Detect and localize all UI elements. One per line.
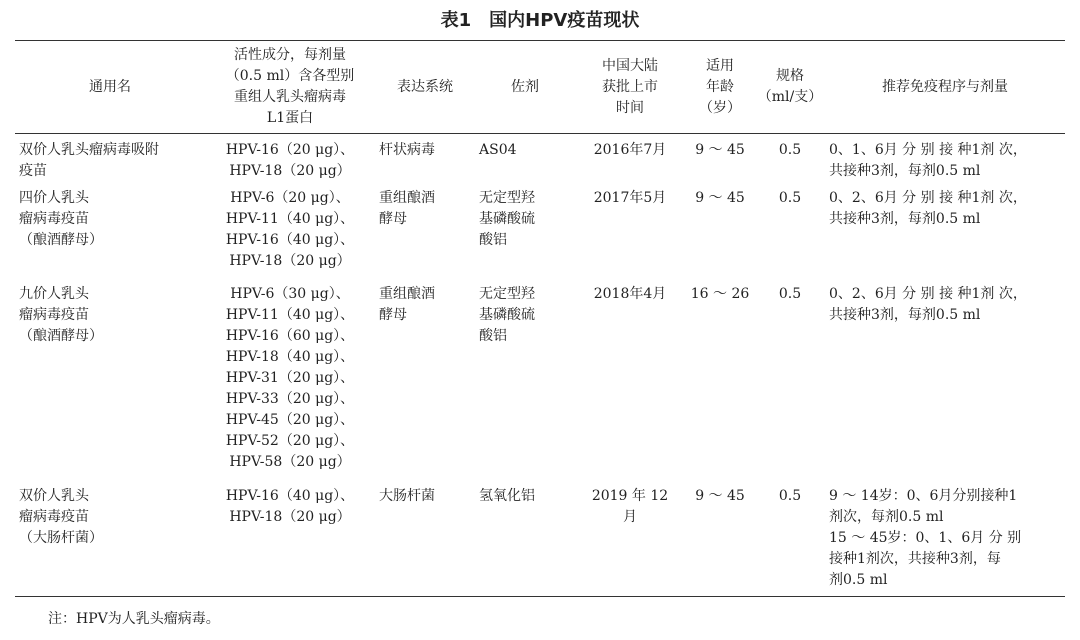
table-title: 表1 国内HPV疫苗现状	[440, 10, 640, 31]
cell-approval: 2019 年 12 月	[591, 488, 669, 525]
cell-adjuvant: 氢氧化铝	[479, 488, 535, 504]
cell-age: 9 ～ 45	[695, 142, 745, 158]
header-expression: 表达系统	[397, 78, 453, 95]
header-adjuvant: 佐剂	[511, 78, 539, 95]
table-row	[15, 182, 1065, 278]
cell-schedule: 0、2、6月 分 别 接 种1剂 次， 共接种3剂，每剂0.5 ml	[829, 190, 1027, 227]
cell-approval: 2016年7月	[593, 142, 667, 158]
cell-expression: 重组酿酒 酵母	[379, 190, 435, 227]
cell-name: 双价人乳头 瘤病毒疫苗 （大肠杆菌）	[19, 488, 103, 546]
cell-expression: 杆状病毒	[379, 142, 435, 158]
cell-approval: 2017年5月	[593, 190, 667, 206]
table-footnote: 注：HPV为人乳头瘤病毒。	[48, 611, 220, 627]
header-schedule: 推荐免疫程序与剂量	[882, 78, 1008, 95]
cell-schedule: 0、2、6月 分 别 接 种1剂 次， 共接种3剂，每剂0.5 ml	[829, 286, 1027, 323]
table-row	[15, 134, 1065, 183]
cell-ingredient: HPV-16（20 μg）、 HPV-18（20 μg）	[225, 142, 355, 179]
cell-age: 16 ～ 26	[690, 286, 750, 302]
cell-spec: 0.5	[778, 142, 802, 158]
cell-ingredient: HPV-6（20 μg）、 HPV-11（40 μg）、 HPV-16（40 μg）、 HPV-18（20 μg）	[225, 190, 355, 269]
cell-name: 双价人乳头瘤病毒吸附 疫苗	[19, 142, 159, 179]
header-ingredient: 活性成分，每剂量 （0.5 ml）含各型别 重组人乳头瘤病毒 L1蛋白	[225, 47, 355, 126]
cell-adjuvant: 无定型羟 基磷酸硫 酸铝	[479, 190, 535, 248]
cell-name: 四价人乳头 瘤病毒疫苗 （酿酒酵母）	[19, 190, 103, 248]
cell-adjuvant: 无定型羟 基磷酸硫 酸铝	[479, 286, 535, 344]
table-header-row	[15, 41, 1065, 134]
header-name: 通用名	[89, 78, 131, 95]
cell-approval: 2018年4月	[593, 286, 667, 302]
cell-ingredient: HPV-16（40 μg）、 HPV-18（20 μg）	[225, 488, 355, 525]
cell-adjuvant: AS04	[479, 142, 517, 158]
cell-age: 9 ～ 45	[695, 190, 745, 206]
header-spec: 规格 （ml/支）	[757, 68, 823, 105]
cell-age: 9 ～ 45	[695, 488, 745, 504]
hpv-vaccine-table	[15, 40, 1065, 597]
cell-name: 九价人乳头 瘤病毒疫苗 （酿酒酵母）	[19, 286, 103, 344]
table-row	[15, 278, 1065, 480]
cell-expression: 大肠杆菌	[379, 488, 435, 504]
header-approval: 中国大陆 获批上市 时间	[602, 57, 658, 116]
table-row	[15, 480, 1065, 597]
cell-spec: 0.5	[778, 488, 802, 504]
cell-expression: 重组酿酒 酵母	[379, 286, 435, 323]
cell-schedule: 9 ～ 14岁：0、6月分别接种1 剂次，每剂0.5 ml 15 ～ 45岁：0、1、6月 分 别 接种1剂次，共接种3剂，每 剂0.5 ml	[829, 488, 1022, 588]
cell-schedule: 0、1、6月 分 别 接 种1剂 次， 共接种3剂，每剂0.5 ml	[829, 142, 1027, 179]
header-age: 适用 年龄 （岁）	[699, 57, 741, 116]
cell-ingredient: HPV-6（30 μg）、 HPV-11（40 μg）、 HPV-16（60 μg）、 HPV-18（40 μg）、 HPV-31（20 μg）、 HPV-33（20 μg）、 HPV-45（20 μg）、 HPV-52（20 μg）、 HPV-58（20 μg）	[225, 286, 355, 470]
cell-spec: 0.5	[778, 286, 802, 302]
cell-spec: 0.5	[778, 190, 802, 206]
